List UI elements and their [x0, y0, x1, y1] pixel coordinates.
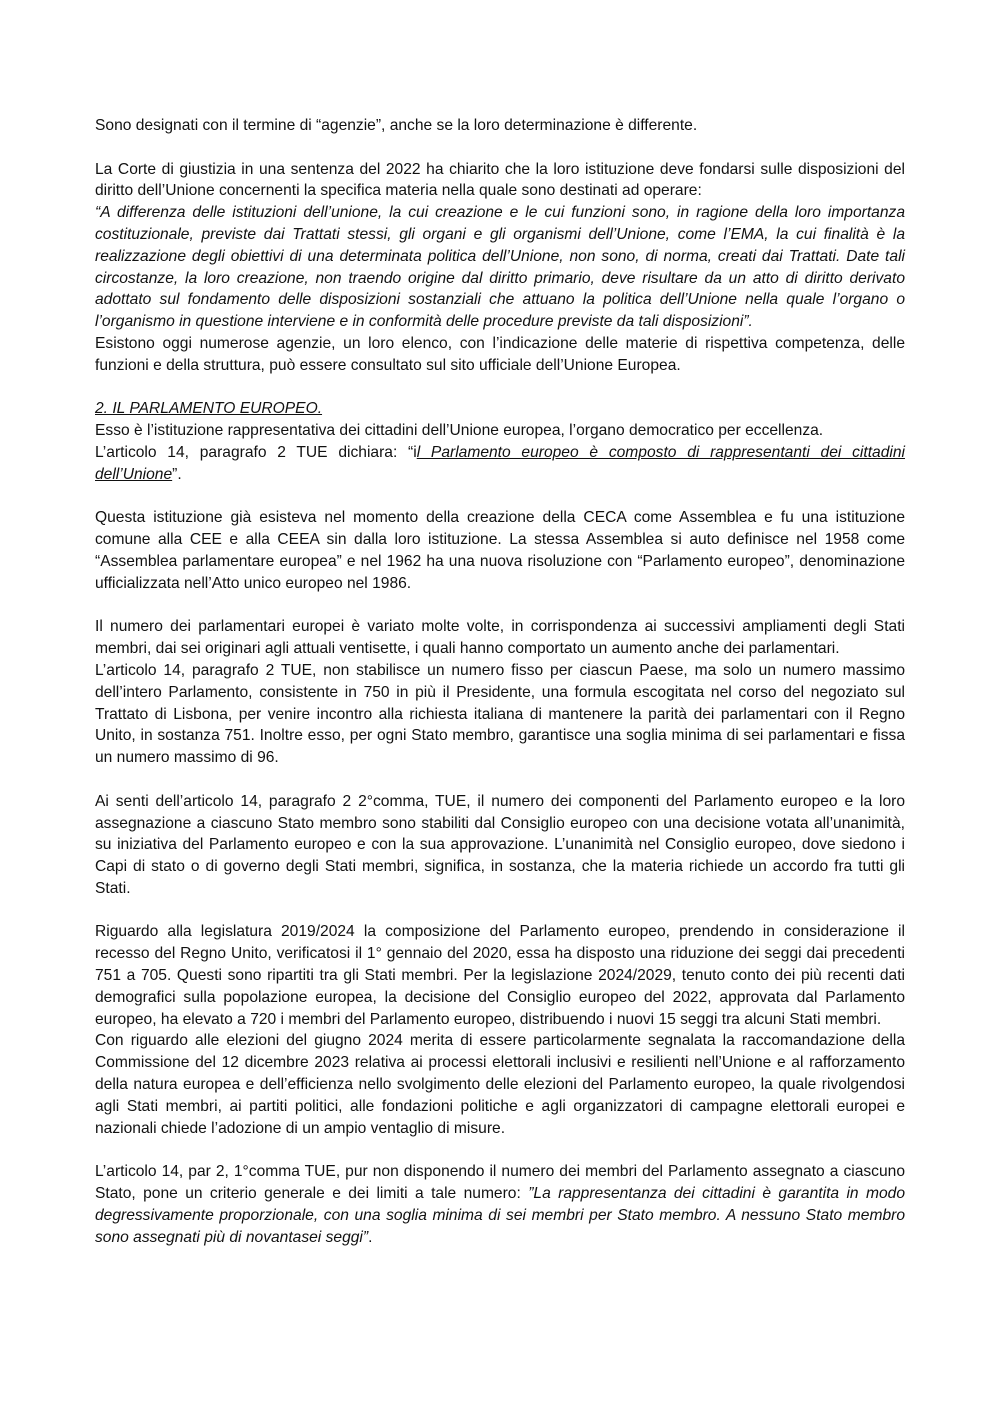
- spacer: [95, 900, 905, 922]
- paragraph-agenzie: Sono designati con il termine di “agenzie”, anche se la loro determinazione è differente.: [95, 117, 698, 134]
- article-quote-end: ”.: [172, 465, 182, 483]
- spacer: [95, 595, 905, 617]
- paragraph-articolo-14: [95, 442, 905, 486]
- article-quote: l Parlamento europeo è composto di rappresentanti dei cittadini dell’Unione: [95, 443, 905, 483]
- paragraph-legislatura: Riguardo alla legislatura 2019/2024 la composizione del Parlamento europeo, prendendo in considerazione il recesso del Regno Unito, verificatosi il 1° gennaio del 2020, essa ha disposto una riduzione dei seggi dai precedenti 751 a 705. Questi sono ripartiti tra gli Stati membri. Per la legislazione 2024/2029, tenuto conto dei più recenti dati demografici sulla popolazione europea, la decisione del Consiglio europeo del 2022, approvata dal Parlamento europeo, ha elevato a 720 i membri del Parlamento europeo, distribuendo i nuovi 15 seggi tra alcuni Stati membri.: [95, 923, 905, 1028]
- spacer: [95, 486, 905, 508]
- spacer: [95, 377, 905, 399]
- paragraph-consiglio-europeo: Ai senti dell’articolo 14, paragrafo 2 2°comma, TUE, il numero dei componenti del Parlamento europeo e la loro assegnazione a ciascuno Stato membro sono stabiliti dal Consiglio europeo con una decisione votata all’unanimità, su iniziativa del Parlamento europeo e con la sua approvazione. L’unanimità nel Consiglio europeo, dove siedono i Capi di stato o di governo degli Stati membri, significa, in sostanza, che la materia richiede un accordo fra tutti gli Stati.: [95, 792, 905, 897]
- spacer: [95, 769, 905, 791]
- quote-corte-giustizia: “A differenza delle istituzioni dell’unione, la cui creazione e le cui funzioni sono, in ragione della loro importanza costituzionale, previste dai Trattati stessi, gli organi e gli organismi dell’Unione, come l’EMA, la cui finalità è la realizzazione degli obiettivi di una determinata politica dell’Unione, non sono, di norma, creati dai Trattati. Date tali circostanze, la loro creazione, non traendo origine dal diritto primario, deve risultare da un atto di diritto derivato adottato sul fondamento delle disposizioni sostanziali che attuano la politica dell’Unione nella quale l’organo o l’organismo in questione interviene e in conformità delle procedure previste da tali disposizioni”.: [95, 204, 905, 331]
- paragraph-elezioni-2024: Con riguardo alle elezioni del giugno 2024 merita di essere particolarmente segnalata la raccomandazione della Commissione del 12 dicembre 2023 relativa ai processi elettorali inclusivi e resilienti nell’Unione e al rafforzamento della natura europea e dell’efficienza nello svolgimento delle elezioni del Parlamento europeo, la quale rivolgendosi agli Stati membri, ai partiti politici, alle fondazioni politiche e agli organizzatori di campagne elettorali europei e nazionali chiede l’adozione di un ampio ventaglio di misure.: [95, 1032, 905, 1137]
- paragraph-corte-giustizia: La Corte di giustizia in una sentenza del 2022 ha chiarito che la loro istituzione deve fondarsi sulle disposizioni del diritto dell’Unione concernenti la specifica materia nella quale sono destinati ad operare:: [95, 160, 905, 200]
- criterio-intro: L’articolo 14, par 2, 1°comma TUE, pur non disponendo il numero dei membri del Parlamento assegnato a ciascuno Stato, pone un criterio generale e dei limiti a tale numero:: [95, 1163, 905, 1203]
- criterio-quote: ”La rappresentanza dei cittadini è garantita in modo degressivamente proporzionale, con una soglia minima di sei membri per Stato membro. A nessuno Stato membro sono assegnati più di novantasei seggi”: [95, 1185, 905, 1246]
- paragraph-numero-parlamentari: Il numero dei parlamentari europei è variato molte volte, in corrispondenza ai successivi ampliamenti degli Stati membri, dai sei originari agli attuali ventisette, i quali hanno comportato un aumento anche dei parlamentari.: [95, 618, 905, 658]
- paragraph-agenzie-elenco: Esistono oggi numerose agenzie, un loro elenco, con l’indicazione delle materie di rispettiva competenza, delle funzioni e della struttura, può essere consultato sul sito ufficiale dell’Unione Europea.: [95, 334, 905, 374]
- paragraph-numero-massimo: L’articolo 14, paragrafo 2 TUE, non stabilisce un numero fisso per ciascun Paese, ma solo un numero massimo dell’intero Parlamento, consistente in 750 in più il Presidente, una formula escogitata nel corso del negoziato sul Trattato di Lisbona, per venire incontro alla richiesta italiana di mantenere la parità dei parlamentari con il Regno Unito, in sostanza 751. Inoltre esso, per ogni Stato membro, garantisce una soglia minima di sei parlamentari e fissa un numero massimo di 96.: [95, 661, 905, 767]
- paragraph-ceca: Questa istituzione già esisteva nel momento della creazione della CECA come Assemblea e fu una istituzione comune alla CEE e alla CEEA sin dalla loro istituzione. La stessa Assemblea si auto definisce nel 1958 come “Assemblea parlamentare europea” e nel 1962 ha una nuova risoluzione con “Parlamento europeo”, denominazione ufficializzata nell’Atto unico europeo nel 1986.: [95, 509, 905, 592]
- section-heading: 2. IL PARLAMENTO EUROPEO.: [95, 400, 323, 418]
- paragraph-criterio-generale: [95, 1161, 905, 1248]
- criterio-end: .: [368, 1228, 373, 1246]
- paragraph-istituzione-rappresentativa: Esso è l’istituzione rappresentativa dei cittadini dell’Unione europea, l’organo democratico per eccellenza.: [95, 422, 824, 440]
- article-intro: L’articolo 14, paragrafo 2 TUE dichiara: “i: [95, 443, 417, 461]
- spacer: [95, 137, 905, 159]
- spacer: [95, 1139, 905, 1161]
